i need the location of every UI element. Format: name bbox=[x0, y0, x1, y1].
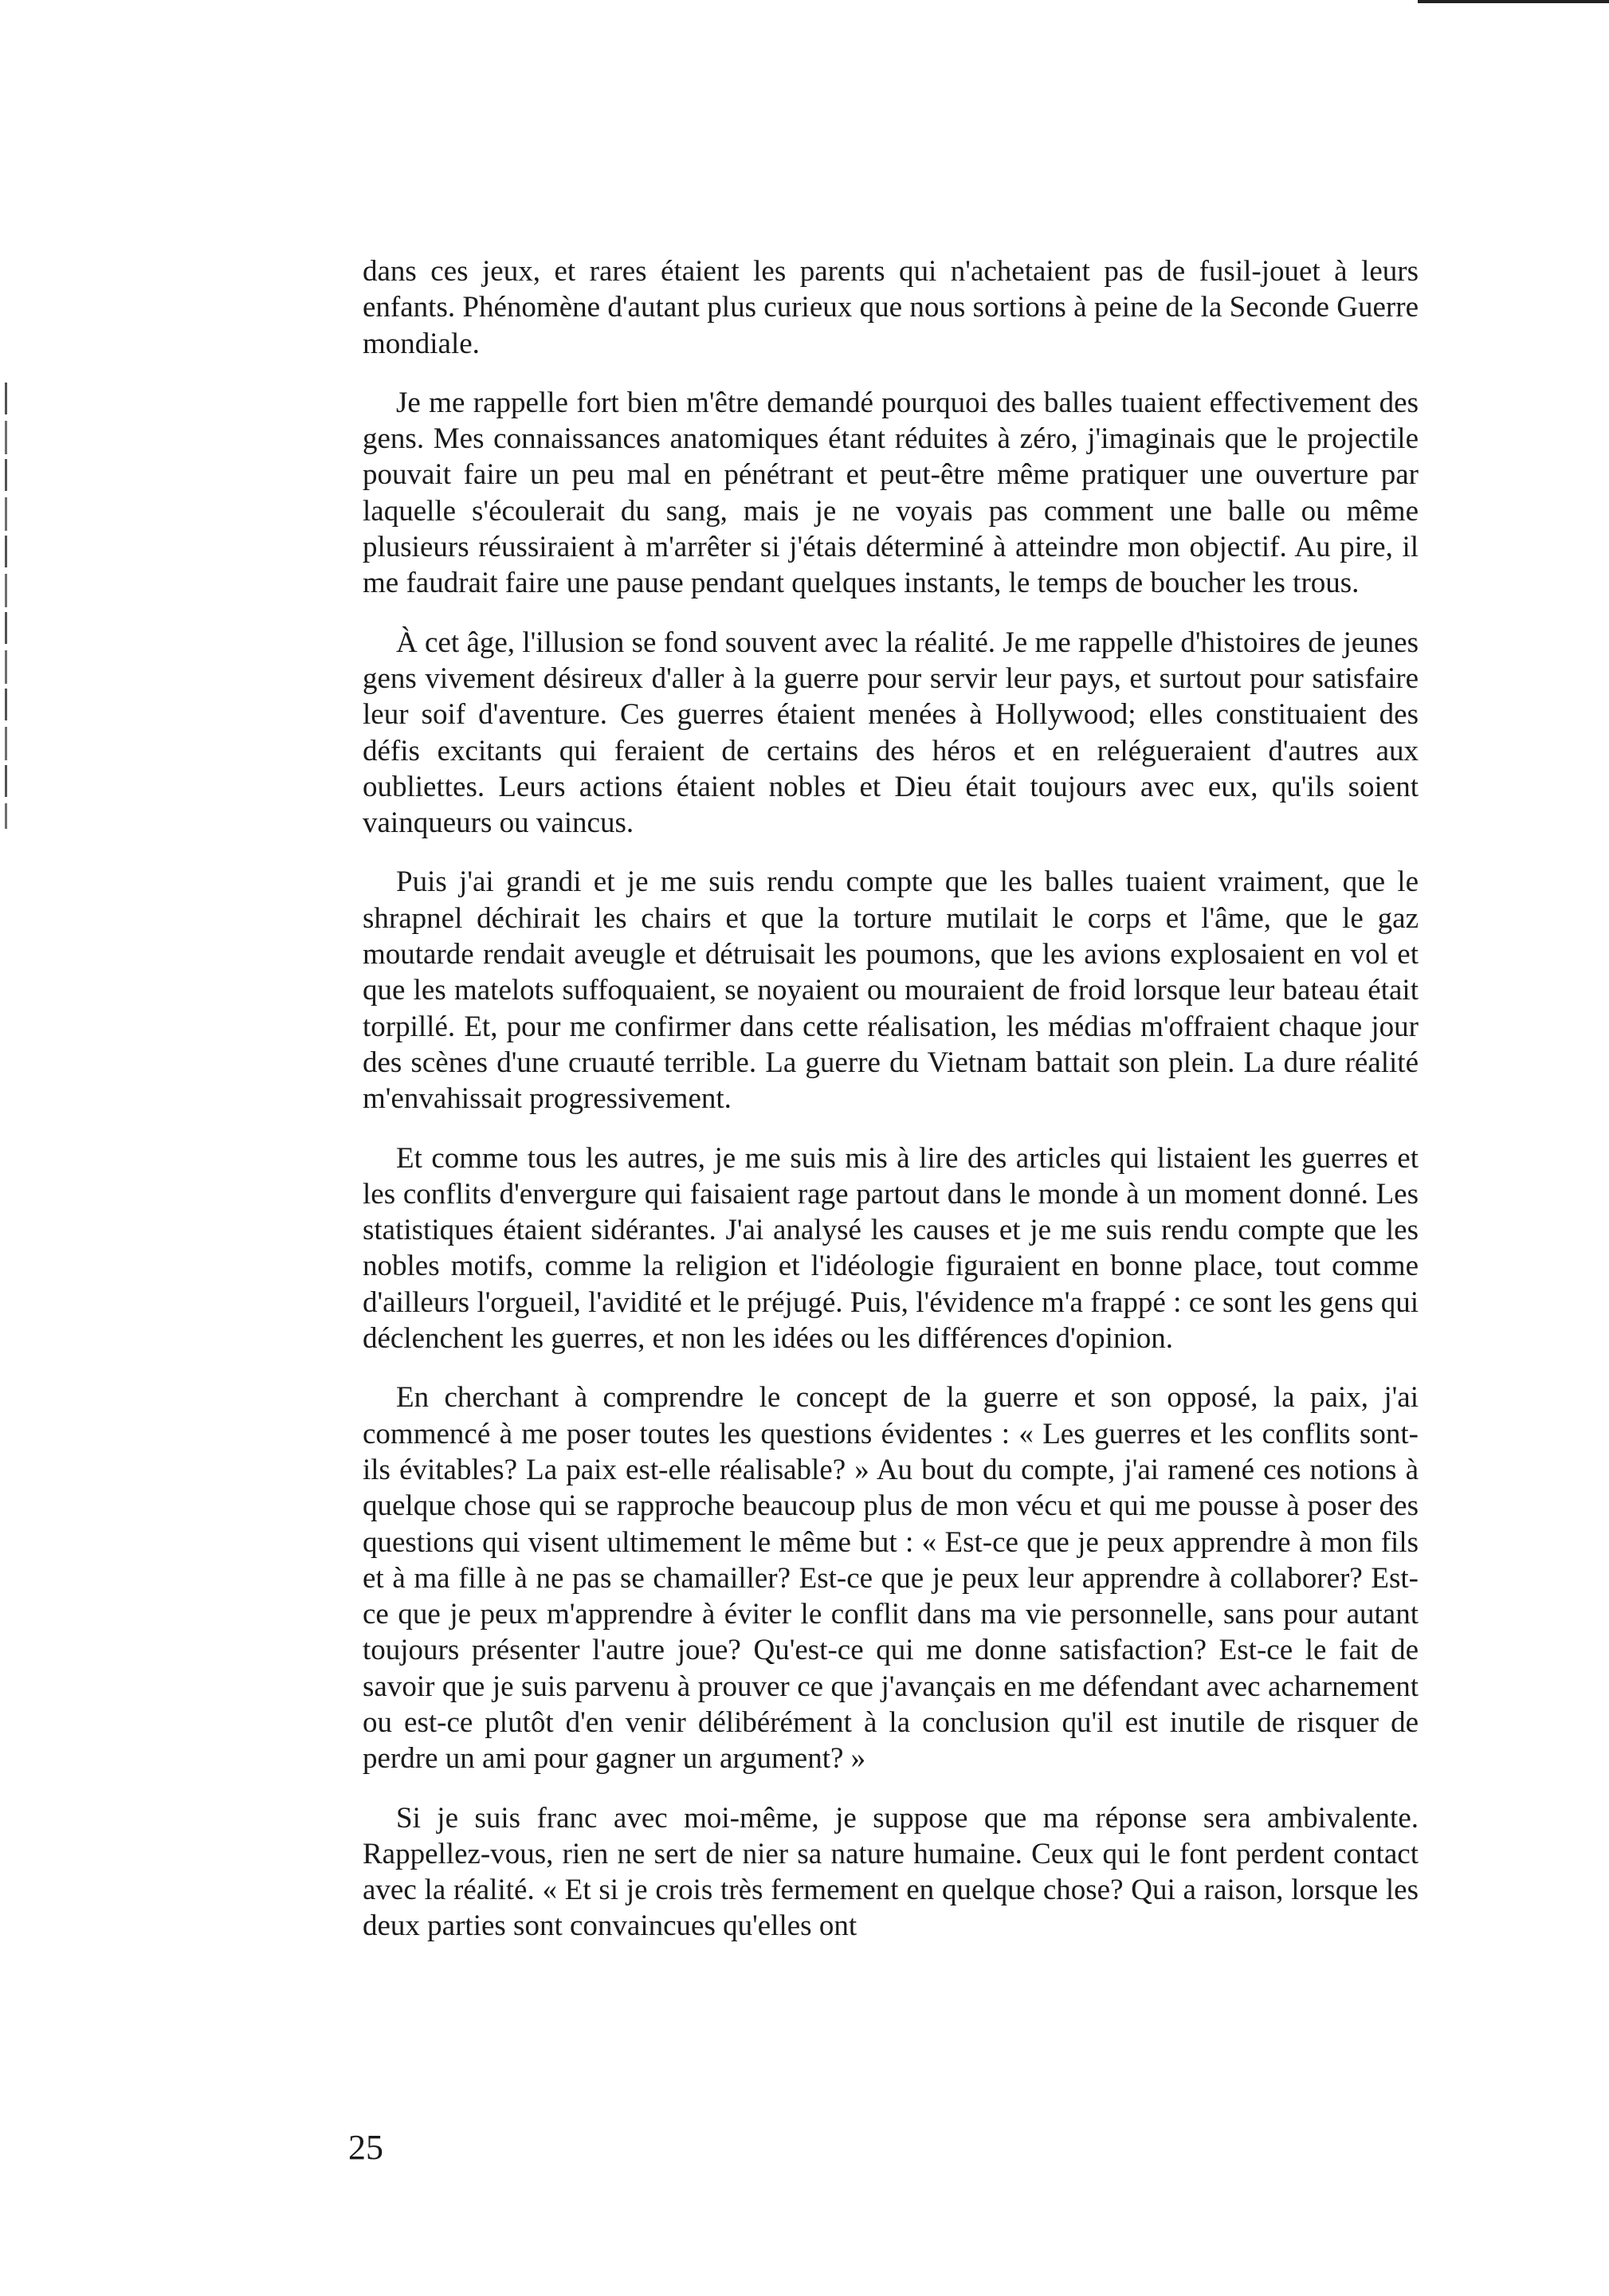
binding-shadow bbox=[5, 383, 7, 829]
page-number: 25 bbox=[348, 2128, 383, 2167]
paragraph-7: Si je suis franc avec moi-même, je suppose que ma réponse sera ambivalente. Rappellez-vous, rien ne sert de nier sa nature humaine. Ceux qui le font perdent contact avec la réalité. « Et si je crois très fermement en quelque chose? Qui a raison, lorsque les deux parties sont convaincues qu'elles ont bbox=[363, 1801, 1419, 1943]
paragraph-1: dans ces jeux, et rares étaient les parents qui n'achetaient pas de fusil-jouet à leurs enfants. Phénomène d'autant plus curieux que nous sortions à peine de la Seconde Guerre mondiale. bbox=[363, 255, 1419, 360]
paragraph-2: Je me rappelle fort bien m'être demandé pourquoi des balles tuaient effectivement des gens. Mes connaissances anatomiques étant réduites à zéro, j'imaginais que le projectile pouvait faire un peu mal en pénétrant et peut-être même pratiquer une ouverture par laquelle s'écoulerait du sang, mais je ne voyais pas comment une balle ou même plusieurs réussiraient à m'arrêter si j'étais déterminé à atteindre mon objectif. Au pire, il me faudrait faire une pause pendant quelques instants, le temps de boucher les trous. bbox=[363, 386, 1419, 600]
paragraph-6: En cherchant à comprendre le concept de la guerre et son opposé, la paix, j'ai commencé à me poser toutes les questions évidentes : « Les guerres et les conflits sont-ils évitables? La paix est-elle réalisable? » Au bout du compte, j'ai ramené ces notions à quelque chose qui se rapproche beaucoup plus de mon vécu et qui me pousse à poser des questions qui visent ultimement le même but : « Est-ce que je peux apprendre à mon fils et à ma fille à ne pas se chamailler? Est-ce que je peux leur apprendre à collaborer? Est-ce que je peux m'apprendre à éviter le conflit dans ma vie personnelle, sans pour autant toujours présenter l'autre joue? Qu'est-ce qui me donne satisfaction? Est-ce le fait de savoir que je suis parvenu à prouver ce que j'avançais en me défendant avec acharnement ou est-ce plutôt d'en venir délibérément à la conclusion qu'il est inutile de risquer de perdre un ami pour gagner un argument? » bbox=[363, 1381, 1419, 1776]
paragraph-5: Et comme tous les autres, je me suis mis à lire des articles qui listaient les guerres et les conflits d'envergure qui faisaient rage partout dans le monde à un moment donné. Les statistiques étaient sidérantes. J'ai analysé les causes et je me suis rendu compte que les nobles motifs, comme la religion et l'idéologie figuraient en bonne place, tout comme d'ailleurs l'orgueil, l'avidité et le préjugé. Puis, l'évidence m'a frappé : ce sont les gens qui déclenchent les guerres, et non les idées ou les différences d'opinion. bbox=[363, 1141, 1419, 1356]
paragraph-4: Puis j'ai grandi et je me suis rendu compte que les balles tuaient vraiment, que le shrapnel déchirait les chairs et que la torture mutilait le corps et l'âme, que le gaz moutarde rendait aveugle et détruisait les poumons, que les avions explosaient en vol et que les matelots suffoquaient, se noyaient ou mouraient de froid lorsque leur bateau était torpillé. Et, pour me confirmer dans cette réalisation, les médias m'offraient chaque jour des scènes d'une cruauté terrible. La guerre du Vietnam battait son plein. La dure réalité m'envahissait progressivement. bbox=[363, 865, 1419, 1116]
paragraph-3: À cet âge, l'illusion se fond souvent avec la réalité. Je me rappelle d'histoires de jeunes gens vivement désireux d'aller à la guerre pour servir leur pays, et surtout pour satisfaire leur soif d'aventure. Ces guerres étaient menées à Hollywood; elles constituaient des défis excitants qui feraient de certains des héros et en relégueraient d'autres aux oubliettes. Leurs actions étaient nobles et Dieu était toujours avec eux, qu'ils soient vainqueurs ou vaincus. bbox=[363, 626, 1419, 840]
page-edge-line bbox=[1418, 0, 1609, 3]
body-text bbox=[363, 253, 1419, 1968]
